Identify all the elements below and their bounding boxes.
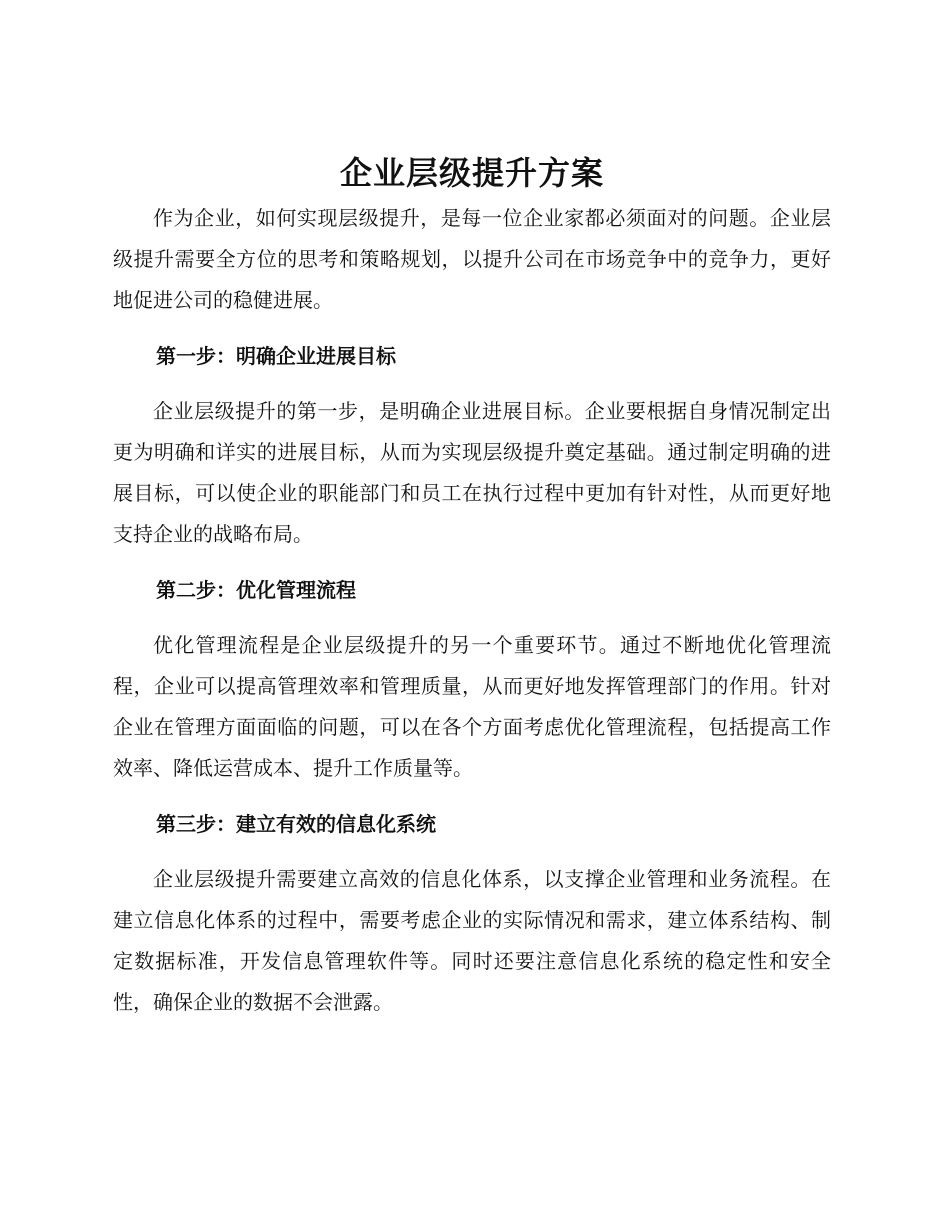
section-heading-step-1: 第一步：明确企业进展目标 bbox=[156, 344, 396, 368]
section-body-step-3: 企业层级提升需要建立高效的信息化体系，以支撑企业管理和业务流程。在建立信息化体系的过程中，需要考虑企业的实际情况和需求，建立体系结构、制定数据标准，开发信息管理软件等。同时还要注意信息化系统的稳定性和安全性，确保企业的数据不会泄露。 bbox=[113, 867, 831, 1014]
section-heading-step-2: 第二步：优化管理流程 bbox=[156, 578, 356, 602]
document-page bbox=[113, 150, 831, 1023]
section-body-step-1: 企业层级提升的第一步，是明确企业进展目标。企业要根据自身情况制定出更为明确和详实的进展目标，从而为实现层级提升奠定基础。通过制定明确的进展目标，可以使企业的职能部门和员工在执行过程中更加有针对性，从而更好地支持企业的战略布局。 bbox=[113, 399, 831, 546]
document-title: 企业层级提升方案 bbox=[339, 154, 604, 192]
intro-paragraph: 作为企业，如何实现层级提升，是每一位企业家都必须面对的问题。企业层级提升需要全方位的思考和策略规划，以提升公司在市场竞争中的竞争力，更好地促进公司的稳健进展。 bbox=[113, 206, 831, 312]
section-body-step-2: 优化管理流程是企业层级提升的另一个重要环节。通过不断地优化管理流程，企业可以提高管理效率和管理质量，从而更好地发挥管理部门的作用。针对企业在管理方面面临的问题，可以在各个方面考虑优化管理流程，包括提高工作效率、降低运营成本、提升工作质量等。 bbox=[113, 633, 831, 780]
section-heading-step-3: 第三步：建立有效的信息化系统 bbox=[156, 812, 436, 836]
